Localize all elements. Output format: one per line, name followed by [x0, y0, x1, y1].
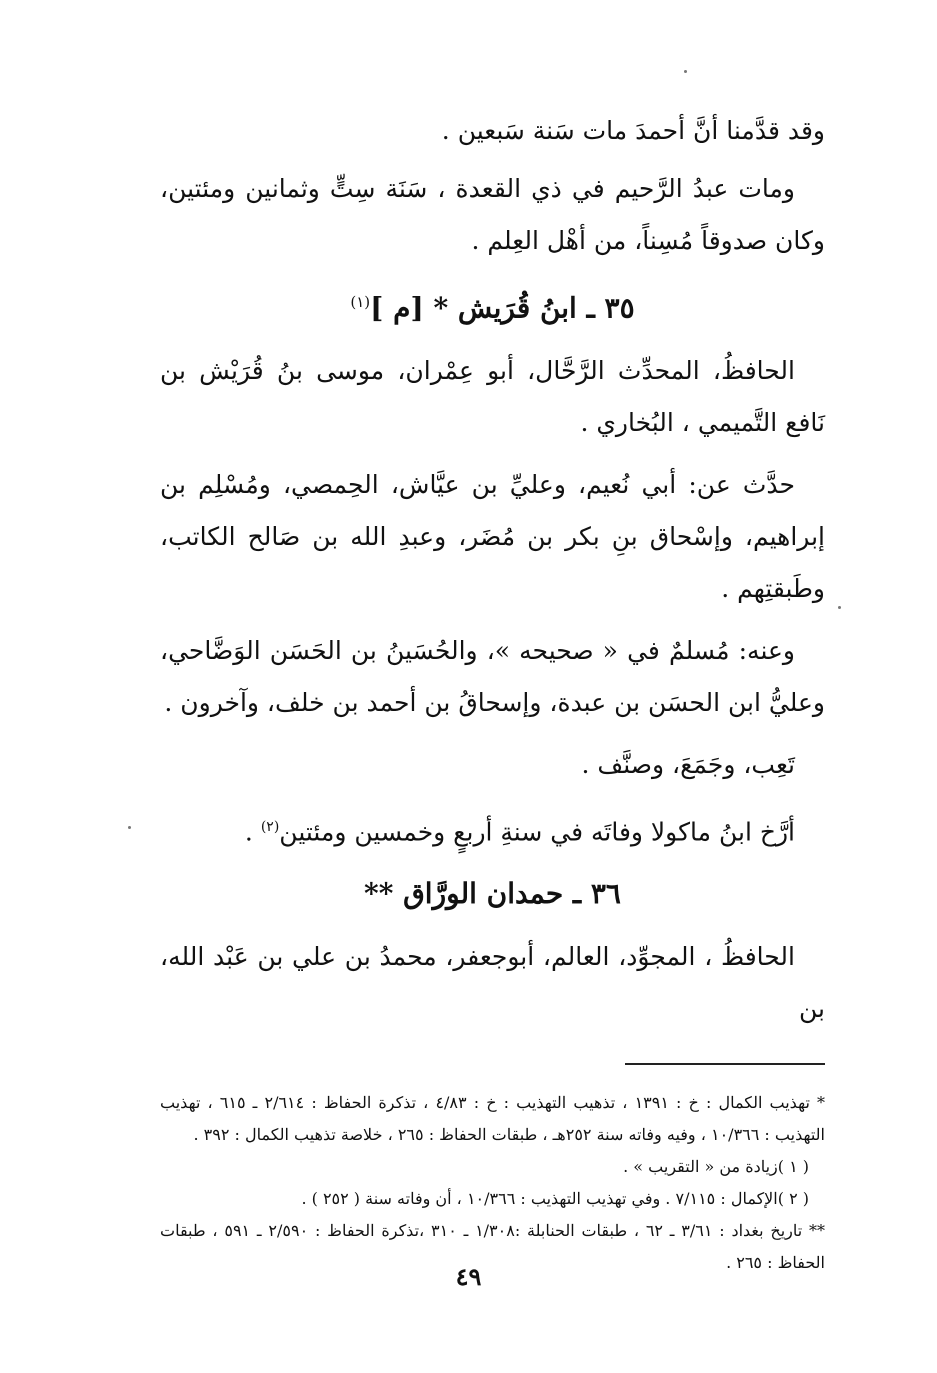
entry-heading-36: ٣٦ ـ حمدان الورَّاق ** [364, 876, 621, 910]
scan-speck [684, 70, 687, 73]
footnote-sources-36: ** تاريخ بغداد : ٣/٦١ ـ ٦٢ ، طبقات الحنابلة :١/٣٠٨ ـ ٣١٠ ،تذكرة الحفاظ : ٢/٥٩٠ ـ ٥٩١ ، طبقات الحفاظ : ٢٦٥ . [160, 1220, 826, 1272]
paragraph-abdurrahim-death: ومات عبدُ الرَّحيم في ذي القعدة ، سَنَة سِتٍّ وثمانين ومئتين، وكان صدوقاً مُسِناً، من أهْل العِلم . [160, 174, 825, 255]
paragraph-bio-36: الحافظُ ، المجوِّد، العالم، أبوجعفر، محمدُ بن علي بن عَبْد الله، بن [160, 941, 825, 1023]
paragraph-works-35: تَعِب، وجَمَعَ، وصنَّف . [581, 750, 795, 780]
scan-speck [838, 606, 841, 609]
footnote-separator [625, 1063, 825, 1065]
paragraph-teachers-35: حدَّث عن: أبي نُعيم، وعليِّ بن عيَّاش، الحِمصي، ومُسْلِم بن إبراهيم، وإسْحاق بنِ بكر بن مُضَر، وعبدِ الله بن صَالح الكاتب، وطَبقتِهم . [160, 470, 825, 604]
paragraph-bio-35: الحافظُ، المحدِّث الرَّحَّال، أبو عِمْران، موسى بنُ قُرَيْش بن نَافع التَّميمي ، البُخاري . [160, 356, 825, 438]
paragraph-death-35 [160, 801, 825, 858]
footnote-2: ( ٢ )الإكمال : ٧/١١٥ . وفي تهذيب التهذيب : ١٠/٣٦٦ ، أن وفاته سنة ( ٢٥٢ ) . [301, 1188, 809, 1208]
entry-heading-35-text: ٣٥ ـ ابنُ قُرَيش * [م ] [370, 291, 635, 325]
page-number: ٤٩ [455, 1262, 482, 1291]
death-35-end: . [244, 817, 261, 847]
footnote-1: ( ١ )زيادة من « التقريب » . [623, 1156, 809, 1176]
paragraph-previous-note: وقد قدَّمنا أنَّ أحمدَ مات سَنة سَبعين . [441, 116, 825, 145]
death-35-text: أرَّخ ابنُ ماكولا وفاتَه في سنةِ أربعٍ وخمسين ومئتين [279, 817, 795, 847]
footnote-ref-1: (١) [350, 293, 371, 311]
scan-speck [128, 826, 131, 829]
entry-heading-35 [160, 277, 825, 333]
footnote-ref-2: (٢) [260, 819, 280, 836]
footnote-sources-35: * تهذيب الكمال : خ : ١٣٩١ ، تذهيب التهذيب : خ : ٤/٨٣ ، تذكرة الحفاظ : ٢/٦١٤ ـ ٦١٥ ، تهذيب التهذيب : ١٠/٣٦٦ ، وفيه وفاته سنة ٢٥٢هـ ، طبقات الحفاظ : ٢٦٥ ، خلاصة تذهيب الكمال : ٣٩٢ . [160, 1092, 825, 1144]
paragraph-students-35: وعنه: مُسلمٌ في « صحيحه »، والحُسَينُ بن الحَسَن الوَضَّاحي، وعليُّ ابن الحسَن بن عبدة، وإسحاقُ بن أحمد بن خلف، وآخرون . [160, 636, 825, 718]
